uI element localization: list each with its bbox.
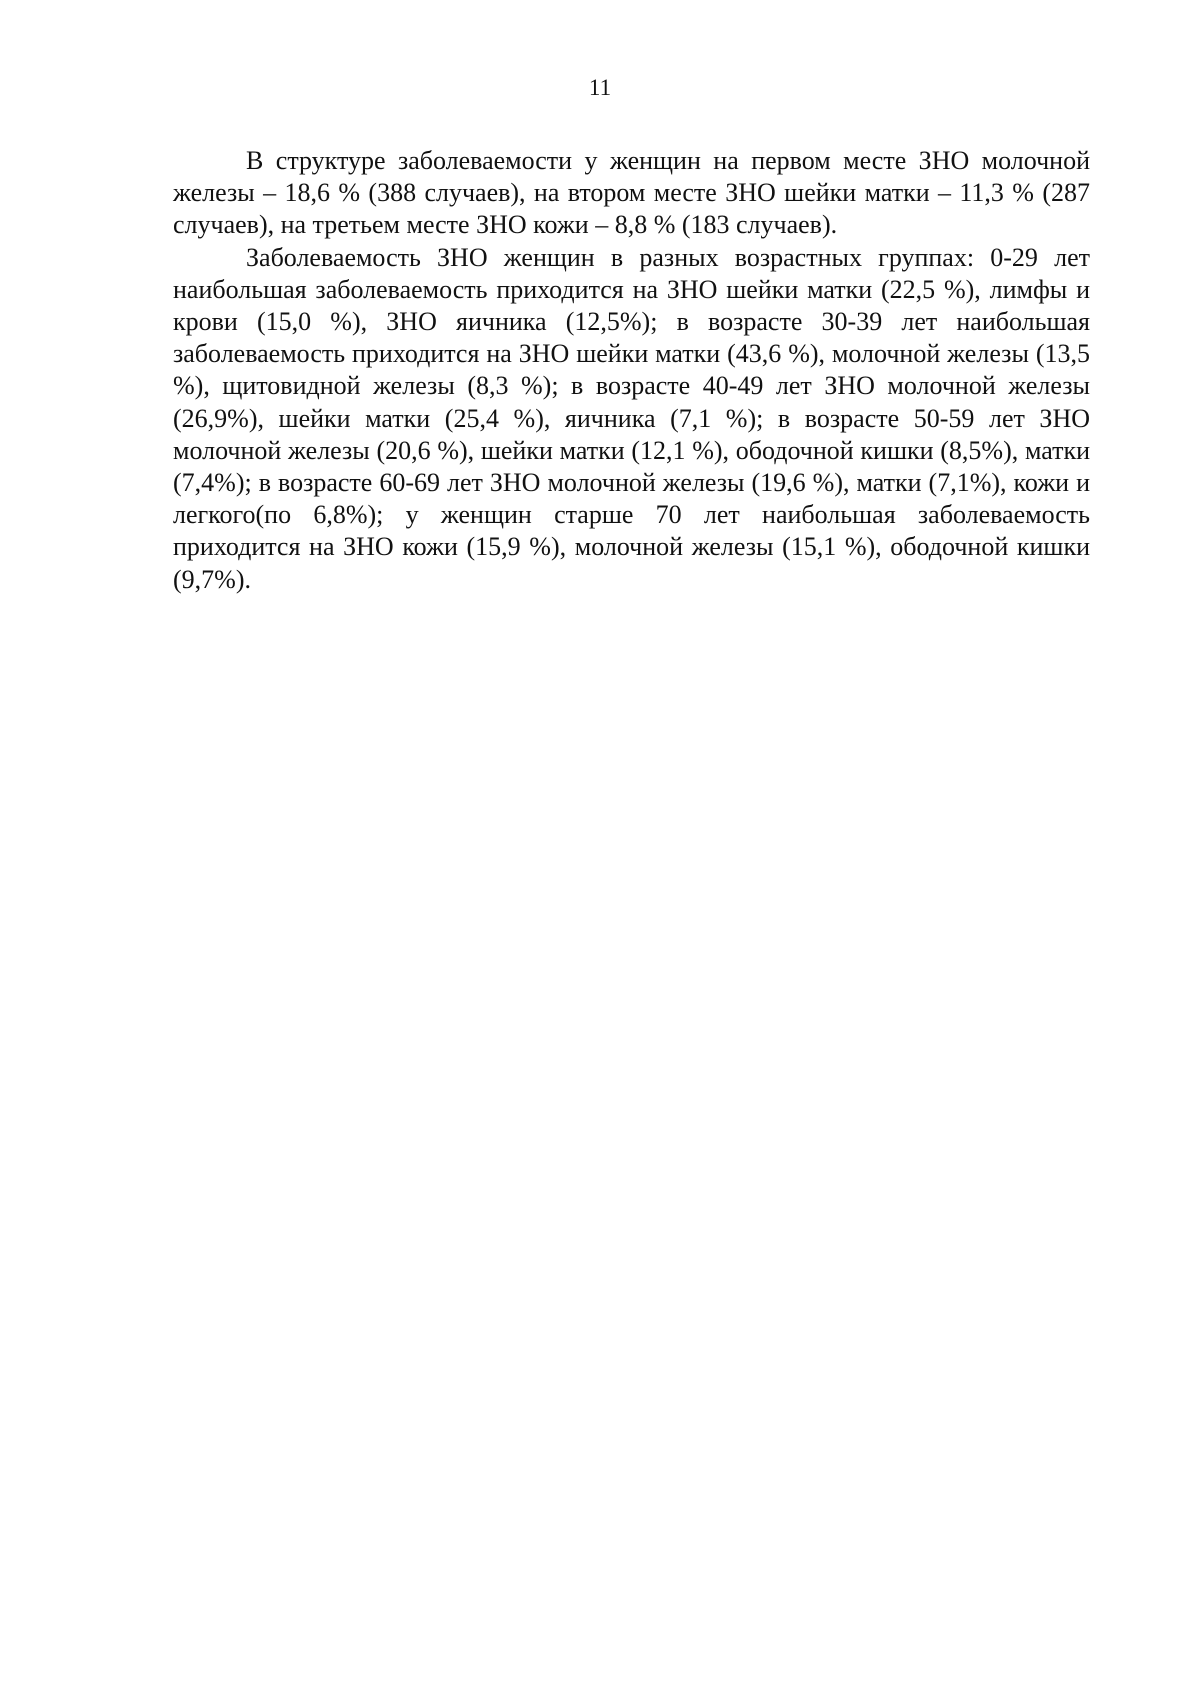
- document-body: [173, 145, 1090, 596]
- paragraph-incidence-structure: В структуре заболеваемости у женщин на первом месте ЗНО молочной железы – 18,6 % (388 случаев), на втором месте ЗНО шейки матки – 11,3 % (287 случаев), на третьем месте ЗНО кожи – 8,8 % (183 случаев).: [173, 146, 1090, 240]
- page-number: 11: [588, 75, 612, 100]
- paragraph-age-groups: Заболеваемость ЗНО женщин в разных возрастных группах: 0-29 лет наибольшая заболеваемость приходится на ЗНО шейки матки (22,5 %), лимфы и крови (15,0 %), ЗНО яичника (12,5%); в возрасте 30-39 лет наибольшая заболеваемость приходится на ЗНО шейки матки (43,6 %), молочной железы (13,5 %), щитовидной железы (8,3 %); в возрасте 40-49 лет ЗНО молочной железы (26,9%), шейки матки (25,4 %), яичника (7,1 %); в возрасте 50-59 лет ЗНО молочной железы (20,6 %), шейки матки (12,1 %), ободочной кишки (8,5%), матки (7,4%); в возрасте 60-69 лет ЗНО молочной железы (19,6 %), матки (7,1%), кожи и легкого(по 6,8%); у женщин старше 70 лет наибольшая заболеваемость приходится на ЗНО кожи (15,9 %), молочной железы (15,1 %), ободочной кишки (9,7%).: [173, 242, 1090, 594]
